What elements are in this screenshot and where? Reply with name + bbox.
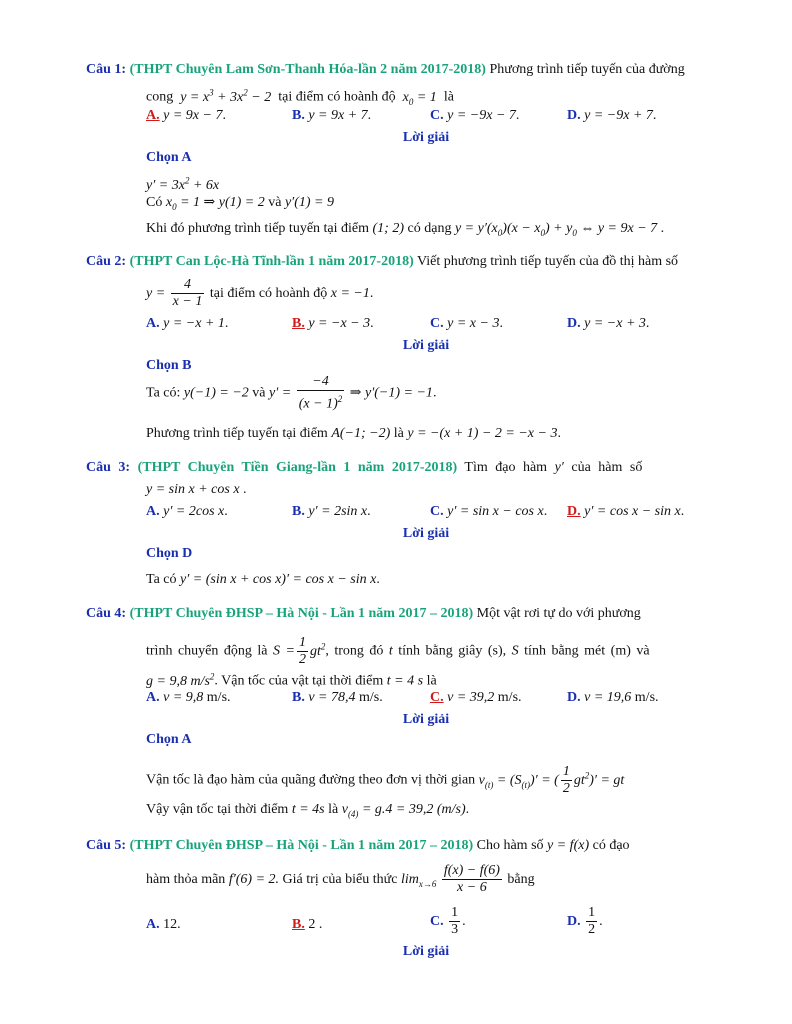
solution-heading: Lời giải <box>402 130 450 145</box>
chosen-answer: Chọn A <box>146 150 192 165</box>
question-4-stem-line: g = 9,8 $m/s^2$. Vận tốc của vật tại thời điểm t = 4 s là <box>146 671 437 689</box>
option-b: B. 2 . <box>292 917 323 932</box>
option-a: A. y′ = 2cos x. <box>146 504 228 519</box>
option-d: D. y′ = cos x − sin x. <box>567 504 685 519</box>
question-number: Câu 1: <box>86 62 127 77</box>
chosen-answer: Chọn D <box>146 546 193 561</box>
question-stem: Phương trình tiếp tuyến của đường <box>489 62 685 77</box>
option-b: B. y = 9x + 7. <box>292 108 372 123</box>
option-b: B. y = −x − 3. <box>292 316 374 331</box>
question-4-stem-line: trình chuyển động là S = $\frac{1}{2}$ $gt^2$, trong đó t tính bằng giây (s), S tính bằng mét (m) và <box>146 634 650 667</box>
option-c: C. y = −9x − 7. <box>430 108 520 123</box>
option-b: B. y′ = 2sin x. <box>292 504 371 519</box>
option-a: A. y = −x + 1. <box>146 316 229 331</box>
question-2-header: Câu 2: (THPT Can Lộc-Hà Tĩnh-lần 1 năm 2017-2018) Viết phương trình tiếp tuyến của đồ thị hàm số <box>86 254 679 269</box>
option-b: B. v = 78,4 m/s. <box>292 690 383 705</box>
option-a: A. v = 9,8 m/s. <box>146 690 231 705</box>
option-d: D. v = 19,6 m/s. <box>567 690 659 705</box>
solution-heading: Lời giải <box>402 944 450 959</box>
option-c: C. y = x − 3. <box>430 316 503 331</box>
question-5-header: Câu 5: (THPT Chuyên ĐHSP – Hà Nội - Lần 1 năm 2017 – 2018) Cho hàm số y = f(x) có đạo <box>86 838 630 853</box>
math-expression: $x_0 = 1$ <box>402 89 437 107</box>
solution-heading: Lời giải <box>402 338 450 353</box>
question-2-stem-line: y = $\frac{4}{x - 1}$ tại điểm có hoành độ x = −1. <box>146 277 374 310</box>
solution-heading: Lời giải <box>402 712 450 727</box>
solution-line: Khi đó phương trình tiếp tuyến tại điểm (1; 2) có dạng $y = y'(x_0)(x - x_0) + y_0$ ⇔ y = 9x − 7 . <box>146 221 665 238</box>
question-5-stem-line: hàm thỏa mãn f′(6) = 2. Giá trị của biểu thức $\lim_{x\to 6}$ $\frac{f(x) - f(6)}{x - 6}$ bằng <box>146 863 535 896</box>
math-expression: $y = x^3 + 3x^2 - 2$ <box>180 87 272 105</box>
option-d: D. $\frac{1}{2}$ . <box>567 905 603 938</box>
option-a: A. 12. <box>146 917 181 932</box>
solution-heading: Lời giải <box>402 526 450 541</box>
chosen-answer: Chọn B <box>146 358 192 373</box>
option-c: C. v = 39,2 m/s. <box>430 690 522 705</box>
solution-line: Vận tốc là đạo hàm của quãng đường theo đơn vị thời gian $v_{(t)} = (S_{(t)})'$ = ( $\frac{1}{2}$ $gt^2)'$ = gt <box>146 763 625 796</box>
option-a: A. y = 9x − 7. <box>146 108 226 123</box>
option-c: C. $\frac{1}{3}$ . <box>430 905 466 938</box>
solution-line: Phương trình tiếp tuyến tại điểm A(−1; −2) là y = −(x + 1) − 2 = −x − 3. <box>146 426 561 441</box>
chosen-answer: Chọn A <box>146 732 192 747</box>
question-3-header: Câu 3: (THPT Chuyên Tiền Giang-lần 1 năm 2017-2018) Tìm đạo hàm y′ của hàm số <box>86 460 643 475</box>
solution-line: $y' = 3x^2 + 6x$ <box>146 175 220 193</box>
option-d: D. y = −x + 3. <box>567 316 650 331</box>
question-1-header <box>86 60 706 80</box>
question-1-stem-line: cong $y = x^3 + 3x^2 - 2$ tại điểm có hoành độ $x_0 = 1$ là <box>146 87 454 107</box>
solution-line: Vậy vận tốc tại thời điểm t = 4s là $v_{(4)} = g.4 = 39,2$ (m/s). <box>146 802 470 819</box>
solution-line: Có $x_0 = 1$ ⇒ y(1) = 2 và y′(1) = 9 <box>146 195 335 212</box>
solution-line: Ta có y′ = (sin x + cos x)′ = cos x − sin x. <box>146 572 380 587</box>
question-source: (THPT Chuyên Lam Sơn-Thanh Hóa-lần 2 năm 2017-2018) <box>129 62 486 77</box>
option-c: C. y′ = sin x − cos x. <box>430 504 548 519</box>
solution-line: Ta có: y(−1) = −2 và y′ = $\frac{-4}{(x - 1)^2}$ ⇒ y′(−1) = −1. <box>146 374 437 412</box>
question-4-header: Câu 4: (THPT Chuyên ĐHSP – Hà Nội - Lần 1 năm 2017 – 2018) Một vật rơi tự do với phương <box>86 606 641 621</box>
question-3-stem-line: y = sin x + cos x . <box>146 482 247 497</box>
option-d: D. y = −9x + 7. <box>567 108 657 123</box>
